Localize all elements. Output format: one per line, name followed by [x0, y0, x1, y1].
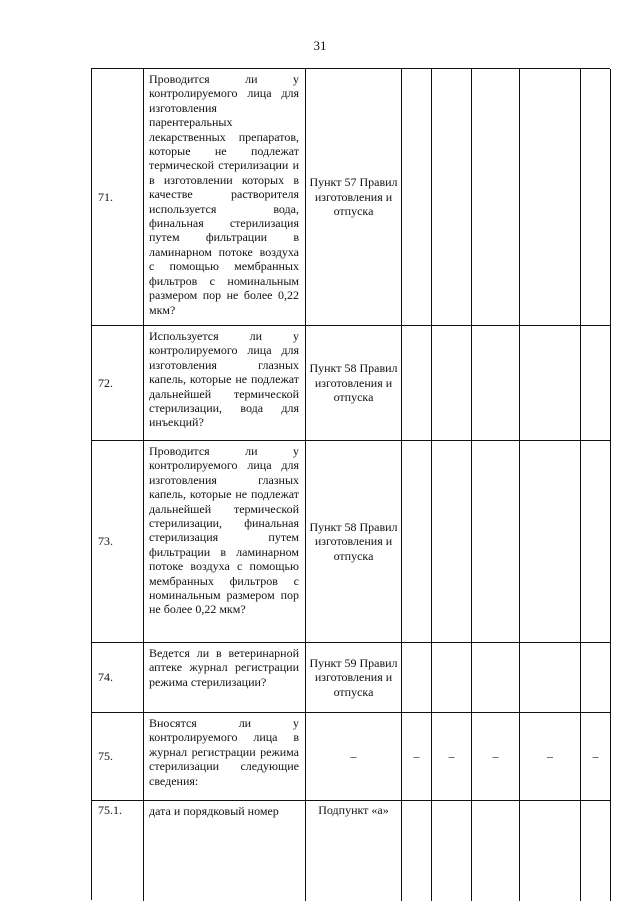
answer-cell [520, 801, 581, 901]
item-number: 75.1. [92, 801, 144, 901]
answer-cell [402, 326, 432, 440]
answer-cell [581, 643, 611, 712]
checklist-table [91, 68, 610, 900]
dash-mark: – [520, 713, 581, 800]
answer-cell [581, 801, 611, 901]
legal-reference: Пункт 58 Правил изготовления и отпуска [306, 326, 402, 440]
question-text: Проводится ли у контролируемого лица для изготовления глазных капель, которые не подлежат дальнейшей термической стерилизации, финальная стерилизация путем фильтрации в ламинарном потоке воздуха с помощью мембранных фильтров с номинальным размером пор не более 0,22 мкм? [144, 441, 306, 642]
legal-reference: Пункт 58 Правил изготовления и отпуска [306, 441, 402, 642]
table-row [92, 69, 611, 326]
answer-cell [402, 801, 432, 901]
legal-reference: Пункт 57 Правил изготовления и отпуска [306, 69, 402, 325]
table-row [92, 441, 611, 643]
answer-cell [402, 643, 432, 712]
table-row [92, 801, 611, 901]
answer-cell [581, 69, 611, 325]
legal-reference: Подпункт «а» [306, 801, 402, 901]
question-text: Ведется ли в ветеринарной аптеке журнал регистрации режима стерилизации? [144, 643, 306, 712]
item-number: 74. [92, 643, 144, 712]
question-text: Вносятся ли у контролируемого лица в журнал регистрации режима стерилизации следующие сведения: [144, 713, 306, 800]
dash-mark: – [402, 713, 432, 800]
legal-reference: Пункт 59 Правил изготовления и отпуска [306, 643, 402, 712]
answer-cell [432, 69, 472, 325]
question-text: Используется ли у контролируемого лица для изготовления глазных капель, которые не подлежат дальнейшей термической стерилизации, вода для инъекций? [144, 326, 306, 440]
answer-cell [432, 441, 472, 642]
answer-cell [402, 69, 432, 325]
answer-cell [432, 326, 472, 440]
answer-cell [402, 441, 432, 642]
answer-cell [432, 801, 472, 901]
table-row [92, 326, 611, 441]
item-number: 73. [92, 441, 144, 642]
answer-cell [472, 69, 520, 325]
dash-mark: – [581, 713, 611, 800]
table-row [92, 713, 611, 801]
legal-reference: – [306, 713, 402, 800]
item-number: 72. [92, 326, 144, 440]
item-number: 75. [92, 713, 144, 800]
question-text: Проводится ли у контролируемого лица для изготовления парентеральных лекарственных препаратов, которые не подлежат термической стерилизации и в изготовлении которых в качестве растворителя используется вода, финальная стерилизация путем фильтрации в ламинарном потоке воздуха с помощью мембранных фильтров с номинальным размером пор не более 0,22 мкм? [144, 69, 306, 325]
question-text: дата и порядковый номер [144, 801, 306, 901]
answer-cell [472, 801, 520, 901]
answer-cell [520, 69, 581, 325]
answer-cell [581, 326, 611, 440]
page-number: 31 [313, 38, 327, 53]
item-number: 71. [92, 69, 144, 325]
answer-cell [472, 441, 520, 642]
answer-cell [581, 441, 611, 642]
answer-cell [520, 441, 581, 642]
answer-cell [520, 326, 581, 440]
dash-mark: – [432, 713, 472, 800]
answer-cell [472, 326, 520, 440]
table-row [92, 643, 611, 713]
answer-cell [472, 643, 520, 712]
dash-mark: – [472, 713, 520, 800]
answer-cell [520, 643, 581, 712]
answer-cell [432, 643, 472, 712]
